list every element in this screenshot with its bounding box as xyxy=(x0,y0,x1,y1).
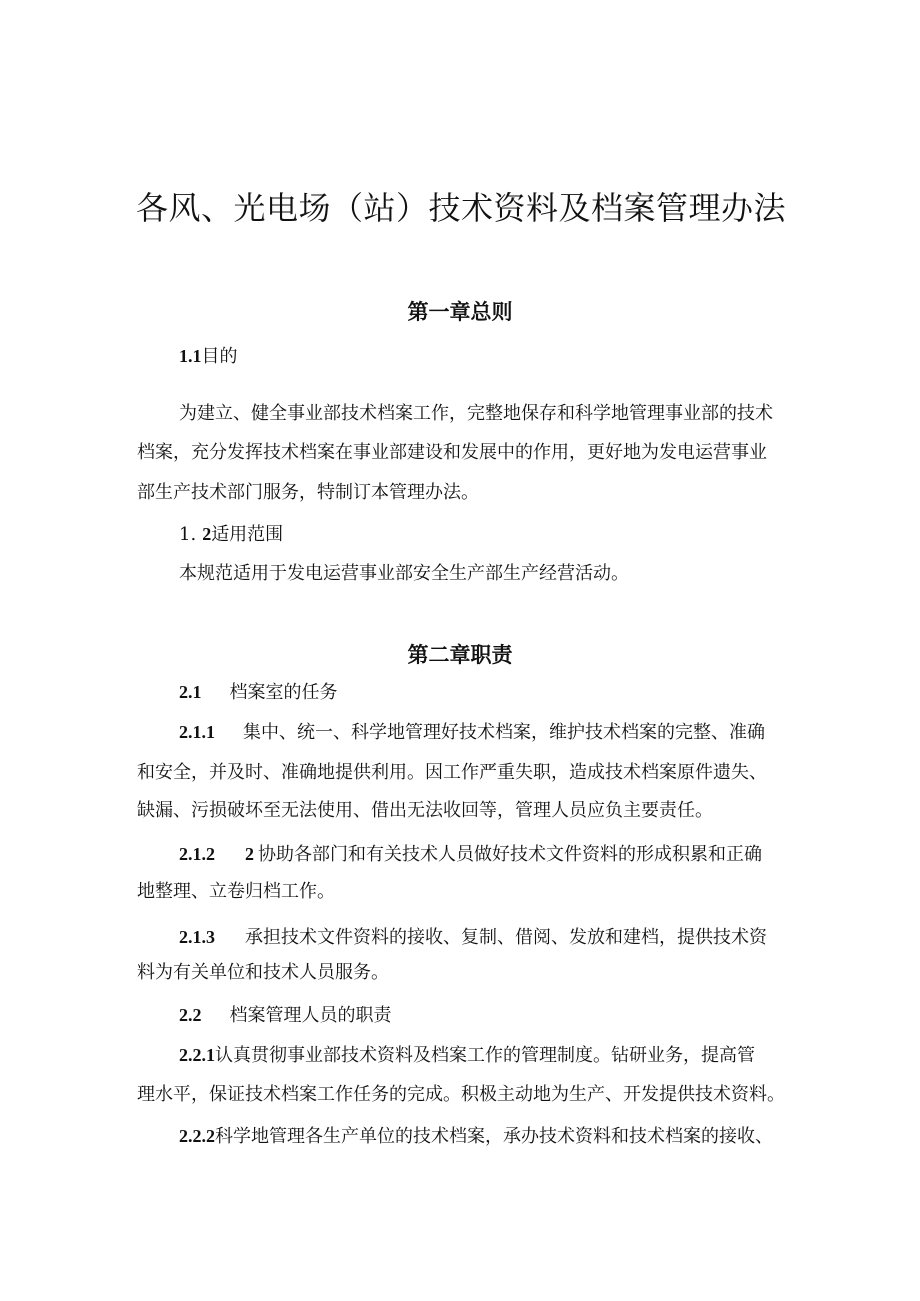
clause-number: 2.1.1 xyxy=(179,722,215,742)
paragraph-line: 料为有关单位和技术人员服务。 xyxy=(137,962,389,983)
clause-number: 2.1.2 xyxy=(179,844,215,864)
paragraph-line: 档案，充分发挥技术档案在事业部建设和发展中的作用，更好地为发电运营事业 xyxy=(137,442,767,463)
paragraph-line: 地整理、立卷归档工作。 xyxy=(137,881,335,902)
paragraph-line: 部生产技术部门服务，特制订本管理办法。 xyxy=(137,482,479,503)
paragraph-line: 缺漏、污损破坏至无法使用、借出无法收回等，管理人员应负主要责任。 xyxy=(137,800,713,821)
section-number-prefix: 1. xyxy=(179,524,197,545)
paragraph-line: 和安全，并及时、准确地提供利用。因工作严重失职，造成技术档案原件遗失、 xyxy=(137,762,767,783)
section-label: 档案管理人员的职责 xyxy=(229,1005,392,1026)
clause-number: 2.1.3 xyxy=(179,927,215,947)
section-2-2-heading xyxy=(179,1003,392,1028)
section-1-1-heading xyxy=(179,344,238,369)
section-label: 档案室的任务 xyxy=(229,682,338,703)
clause-2-1-2-line xyxy=(179,842,762,867)
paragraph-line: 理水平，保证技术档案工作任务的完成。积极主动地为生产、开发提供技术资料。 xyxy=(137,1084,785,1105)
clause-2-2-2-line xyxy=(179,1124,773,1149)
clause-text: 集中、统一、科学地管理好技术档案，维护技术档案的完整、准确 xyxy=(243,722,765,743)
section-1-2-heading xyxy=(179,522,283,547)
section-number: 2.2 xyxy=(179,1005,202,1025)
section-number: 1.1 xyxy=(179,346,202,366)
clause-number: 2.2.1 xyxy=(179,1045,215,1065)
document-title: 各风、光电场（站）技术资料及档案管理办法 xyxy=(136,189,787,227)
section-label: 目的 xyxy=(201,346,238,367)
clause-2-1-1-line xyxy=(179,720,765,745)
clause-text: 科学地管理各生产单位的技术档案，承办技术资料和技术档案的接收、 xyxy=(215,1126,773,1147)
clause-2-1-3-line xyxy=(179,925,767,950)
section-2-1-heading xyxy=(179,680,338,705)
chapter-2-heading: 第二章职责 xyxy=(407,643,513,667)
clause-text: 承担技术文件资料的接收、复制、借阅、发放和建档，提供技术资 xyxy=(245,927,767,948)
clause-text: 认真贯彻事业部技术资料及档案工作的管理制度。钻研业务，提高管 xyxy=(215,1045,755,1066)
clause-number-repeat: 2 xyxy=(245,844,254,864)
clause-2-2-1-line xyxy=(179,1043,755,1068)
clause-text: 协助各部门和有关技术人员做好技术文件资料的形成积累和正确 xyxy=(258,844,762,865)
section-number: 2.1 xyxy=(179,682,202,702)
paragraph-line: 为建立、健全事业部技术档案工作，完整地保存和科学地管理事业部的技术 xyxy=(179,403,773,424)
scope-paragraph: 本规范适用于发电运营事业部安全生产部生产经营活动。 xyxy=(179,563,629,584)
section-number-suffix: 2 xyxy=(202,524,212,544)
clause-number: 2.2.2 xyxy=(179,1126,215,1146)
chapter-1-heading: 第一章总则 xyxy=(407,300,513,324)
section-label: 适用范围 xyxy=(211,524,284,545)
